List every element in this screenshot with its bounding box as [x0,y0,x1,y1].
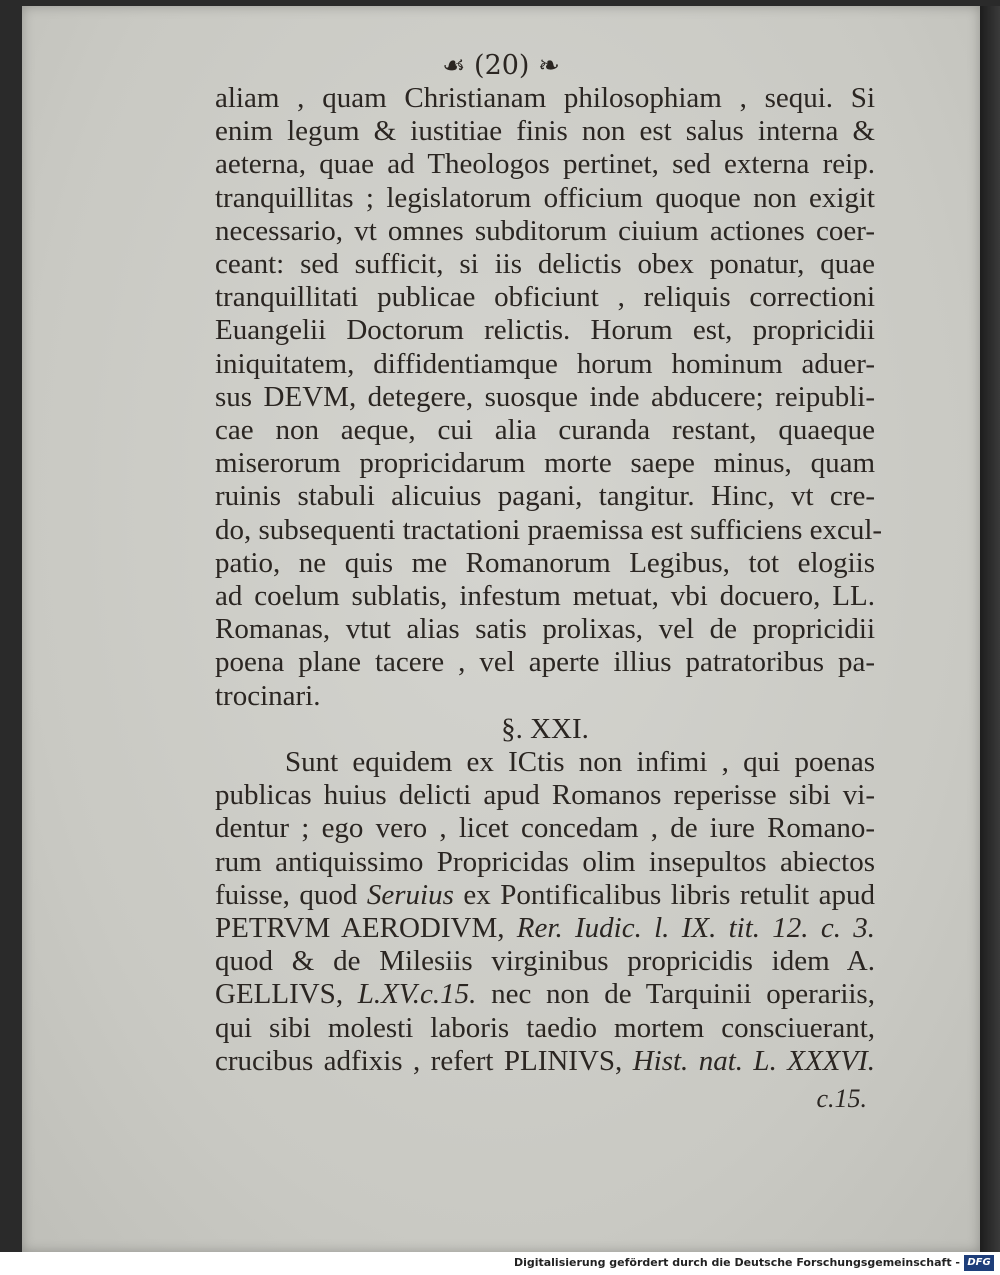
text-line: ad coelum sublatis, infestum metuat, vbi docuero, LL. [215,580,875,613]
text-line: dentur ; ego vero , licet concedam , de iure Romano- [215,812,875,845]
text-line [215,879,875,912]
text-line: tranquillitas ; legislatorum officium quoque non exigit [215,181,875,214]
text-line: sus DEVM, detegere, suosque inde abducere; reipubli- [215,380,875,413]
italic-run: Seruius [366,878,454,911]
text-line: Romanas, vtut alias satis prolixas, vel de propricidii [215,613,875,646]
italic-run: L.XV.c.15. [357,978,477,1011]
page-number: (20) [474,50,530,81]
text-line: necessario, vt omnes subditorum ciuium actiones coer- [215,214,875,247]
text-run: nec non de Tarquinii operariis, [476,978,875,1011]
italic-run: Rer. Iudic. l. IX. tit. 12. c. 3. [516,912,875,945]
catchword: c.15. [816,1084,867,1113]
text-line: patio, ne quis me Romanorum Legibus, tot elogiis [215,546,875,579]
text-line: miserorum propricidarum morte saepe minus, quam [215,447,875,480]
text-line: publicas huius delicti apud Romanos reperisse sibi vi- [215,779,875,812]
text-run: PETRVM AERODIVM, [215,912,517,945]
text-line: ruinis stabuli alicuius pagani, tangitur. Hinc, vt cre- [215,480,875,513]
text-line: Euangelii Doctorum relictis. Horum est, propricidii [215,314,875,347]
text-line: qui sibi molesti laboris taedio mortem consciuerant, [215,1011,875,1044]
text-line: ceant: sed sufficit, si iis delictis obex ponatur, quae [215,248,875,281]
text-line: aliam , quam Christianam philosophiam , sequi. Si [215,82,875,114]
text-line: trocinari. [215,679,321,712]
text-line: poena plane tacere , vel aperte illius patratoribus pa- [215,646,875,679]
text-line [215,912,875,945]
text-line: tranquillitati publicae obficiunt , reliquis correctioni [215,281,875,314]
text-line: cae non aeque, cui alia curanda restant, quaeque [215,414,875,447]
text-line: quod & de Milesiis virginibus propricidis idem A. [215,945,875,978]
text-line: do, subsequenti tractationi praemissa est sufficiens excul- [215,513,883,546]
text-run: fuisse, quod [215,878,367,911]
text-line: iniquitatem, diffidentiamque horum hominum aduer- [215,347,875,380]
text-line: aeterna, quae ad Theologos pertinet, sed externa reip. [215,148,875,181]
text-line [215,978,875,1011]
text-line: rum antiquissimo Propricidas olim insepultos abiectos [215,845,875,878]
ornament-left-icon: ☙ [442,51,466,81]
italic-run: Hist. nat. L. XXXVI. [632,1044,875,1077]
body-text [215,82,883,1078]
page-header [22,50,980,81]
book-edge [980,6,1000,1252]
footer-credit: Digitalisierung gefördert durch die Deutsche Forschungsgemeinschaft - [513,1256,960,1269]
text-line: enim legum & iustitiae finis non est salus interna & [215,115,875,148]
text-line [215,1045,875,1078]
text-line: Sunt equidem ex ICtis non infimi , qui poenas [285,746,875,779]
ornament-right-icon: ❧ [538,51,560,81]
text-run: ex Pontificalibus libris retulit apud [453,878,875,911]
section-heading: §. XXI. [501,712,589,745]
text-run: GELLIVS, [215,978,358,1011]
footer-bar [0,1252,1000,1275]
book-page [22,6,980,1252]
text-run: crucibus adfixis , refert PLINIVS, [215,1044,633,1077]
dfg-logo-icon: DFG [964,1255,994,1271]
